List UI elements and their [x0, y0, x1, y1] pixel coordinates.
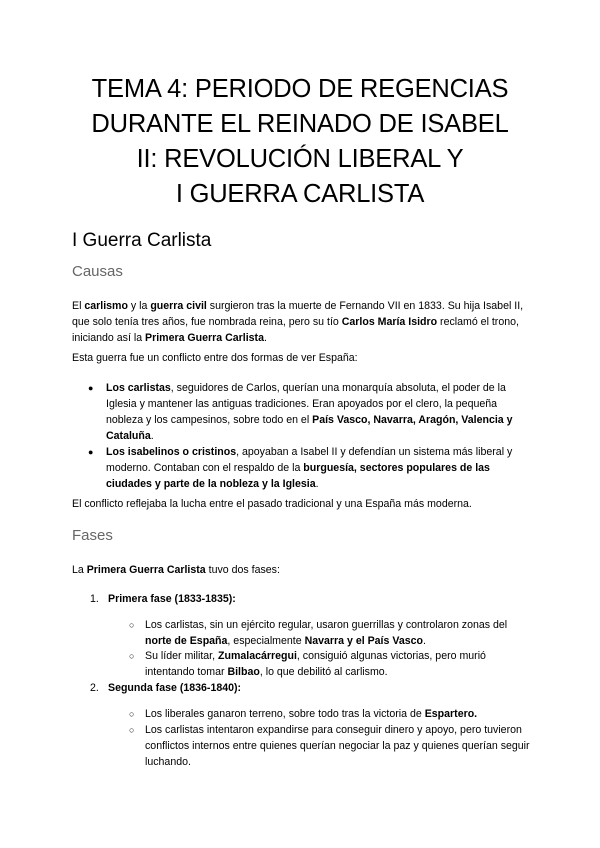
bullet-icon: ● [88, 447, 94, 457]
fases-heading: Fases [72, 527, 113, 544]
list-item-isabelinos: ● Los isabelinos o cristinos, apoyaban a Isabel II y defendían un sistema más liberal y moderno. Contaban con el respaldo de la burguesía, sectores populares de las ciudades y parte de la nobleza y la Iglesia. [88, 446, 513, 490]
phase-1-subitem-2: ○ Su líder militar, Zumalacárregui, consiguió algunas victorias, pero murió intentando tomar Bilbao, lo que debilitó al carlismo. [129, 650, 486, 678]
circle-bullet-icon: ○ [129, 709, 135, 719]
phase-2-subitem-1: ○ Los liberales ganaron terreno, sobre todo tras la victoria de Espartero. [129, 708, 478, 720]
phase-2-item [90, 680, 242, 696]
circle-bullet-icon: ○ [129, 725, 135, 735]
causas-paragraph-3: El conflicto reflejaba la lucha entre el pasado tradicional y una España más moderna. [72, 498, 472, 510]
phase-2-subitem-2: ○ Los carlistas intentaron expandirse para conseguir dinero y apoyo, pero tuvieron conflictos internos entre quienes querían negociar la paz y quienes querían seguir luchando. [129, 724, 530, 768]
causas-paragraph-2: Esta guerra fue un conflicto entre dos formas de ver España: [72, 352, 358, 364]
phase-1-subitem-1: ○ Los carlistas, sin un ejército regular, usaron guerrillas y controlaron zonas del norte de España, especialmente Navarra y el País Vasco. [129, 619, 508, 647]
fases-intro: La Primera Guerra Carlista tuvo dos fases: [72, 564, 280, 576]
causas-heading: Causas [72, 263, 123, 280]
causas-paragraph-1: El carlismo y la guerra civil surgieron tras la muerte de Fernando VII en 1833. Su hija Isabel II, que solo tenía tres años, fue nombrada reina, pero su tío Carlos María Isidro reclamó el trono, iniciando así la Primera Guerra Carlista. [72, 300, 524, 344]
bullet-icon: ● [88, 383, 94, 393]
list-item-carlistas: ● Los carlistas, seguidores de Carlos, querían una monarquía absoluta, el poder de la Iglesia y mantener las antiguas tradiciones. Eran apoyados por el clero, la pequeña nobleza y los campesinos, sobre todo en el País Vasco, Navarra, Aragón, Valencia y Cataluña. [88, 382, 513, 442]
title-line-2: DURANTE EL REINADO DE ISABEL [91, 110, 509, 138]
phase-1-item [90, 591, 236, 607]
document-title [60, 72, 540, 212]
phase-1-number: 1. [90, 593, 99, 605]
title-line-3: II: REVOLUCIÓN LIBERAL Y [136, 145, 464, 173]
phase-1-label: Primera fase (1833-1835): [108, 593, 236, 605]
phase-2-number: 2. [90, 682, 99, 694]
title-line-1: TEMA 4: PERIODO DE REGENCIAS [91, 75, 509, 103]
circle-bullet-icon: ○ [129, 651, 135, 661]
section-heading: I Guerra Carlista [72, 230, 212, 251]
circle-bullet-icon: ○ [129, 620, 135, 630]
phase-2-label: Segunda fase (1836-1840): [108, 682, 242, 694]
title-line-4: I GUERRA CARLISTA [175, 180, 425, 208]
